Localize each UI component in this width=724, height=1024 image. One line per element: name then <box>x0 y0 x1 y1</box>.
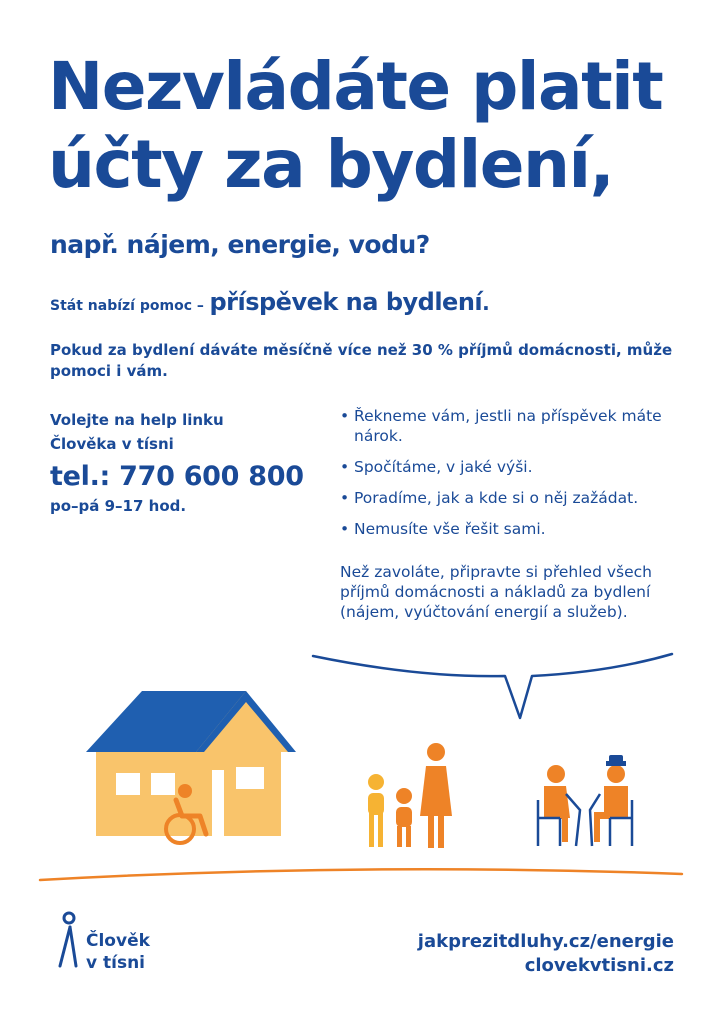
offer-highlight: příspěvek na bydlení <box>209 288 483 316</box>
logo-line-2: v tísni <box>86 953 146 973</box>
seniors-icon <box>538 755 632 846</box>
logo-wordmark <box>86 930 150 974</box>
person-logo-icon <box>60 913 76 966</box>
logo-line-1: Člověk <box>86 931 150 951</box>
contact-line-2: Člověka v tísni <box>50 435 174 453</box>
headline-line-2: účty za bydlení, <box>48 126 614 203</box>
family-icon <box>368 743 452 848</box>
footer-links <box>418 930 674 978</box>
condition-text: Pokud za bydlení dáváte měsíčně více než 30 % příjmů domácnosti, může pomoci i vám. <box>50 341 673 380</box>
offer-lead: Stát nabízí pomoc – <box>50 298 204 314</box>
list-item: • Poradíme, jak a kde si o něj zažádat. <box>340 488 680 508</box>
subheadline: např. nájem, energie, vodu? <box>50 230 430 259</box>
speech-bubble-line <box>313 654 672 718</box>
contact-line-1: Volejte na help linku <box>50 411 224 429</box>
list-item: • Řekneme vám, jestli na příspěvek máte nárok. <box>340 406 680 446</box>
url-link-2[interactable]: clovekvtisni.cz <box>524 955 674 976</box>
offer-end: . <box>482 291 490 315</box>
advice-text: Než zavoláte, připravte si přehled všech příjmů domácnosti a nákladů za bydlení (nájem, vyúčtování energií a služeb). <box>340 563 652 621</box>
list-item: • Spočítáme, v jaké výši. <box>340 457 680 477</box>
opening-hours: po–pá 9–17 hod. <box>50 497 187 515</box>
phone-number[interactable]: tel.: 770 600 800 <box>50 461 304 492</box>
ground-line <box>40 869 682 880</box>
headline-line-1: Nezvládáte platit <box>48 48 663 125</box>
url-link-1[interactable]: jakprezitdluhy.cz/energie <box>417 931 674 952</box>
list-item: • Nemusíte vše řešit sami. <box>340 519 680 539</box>
